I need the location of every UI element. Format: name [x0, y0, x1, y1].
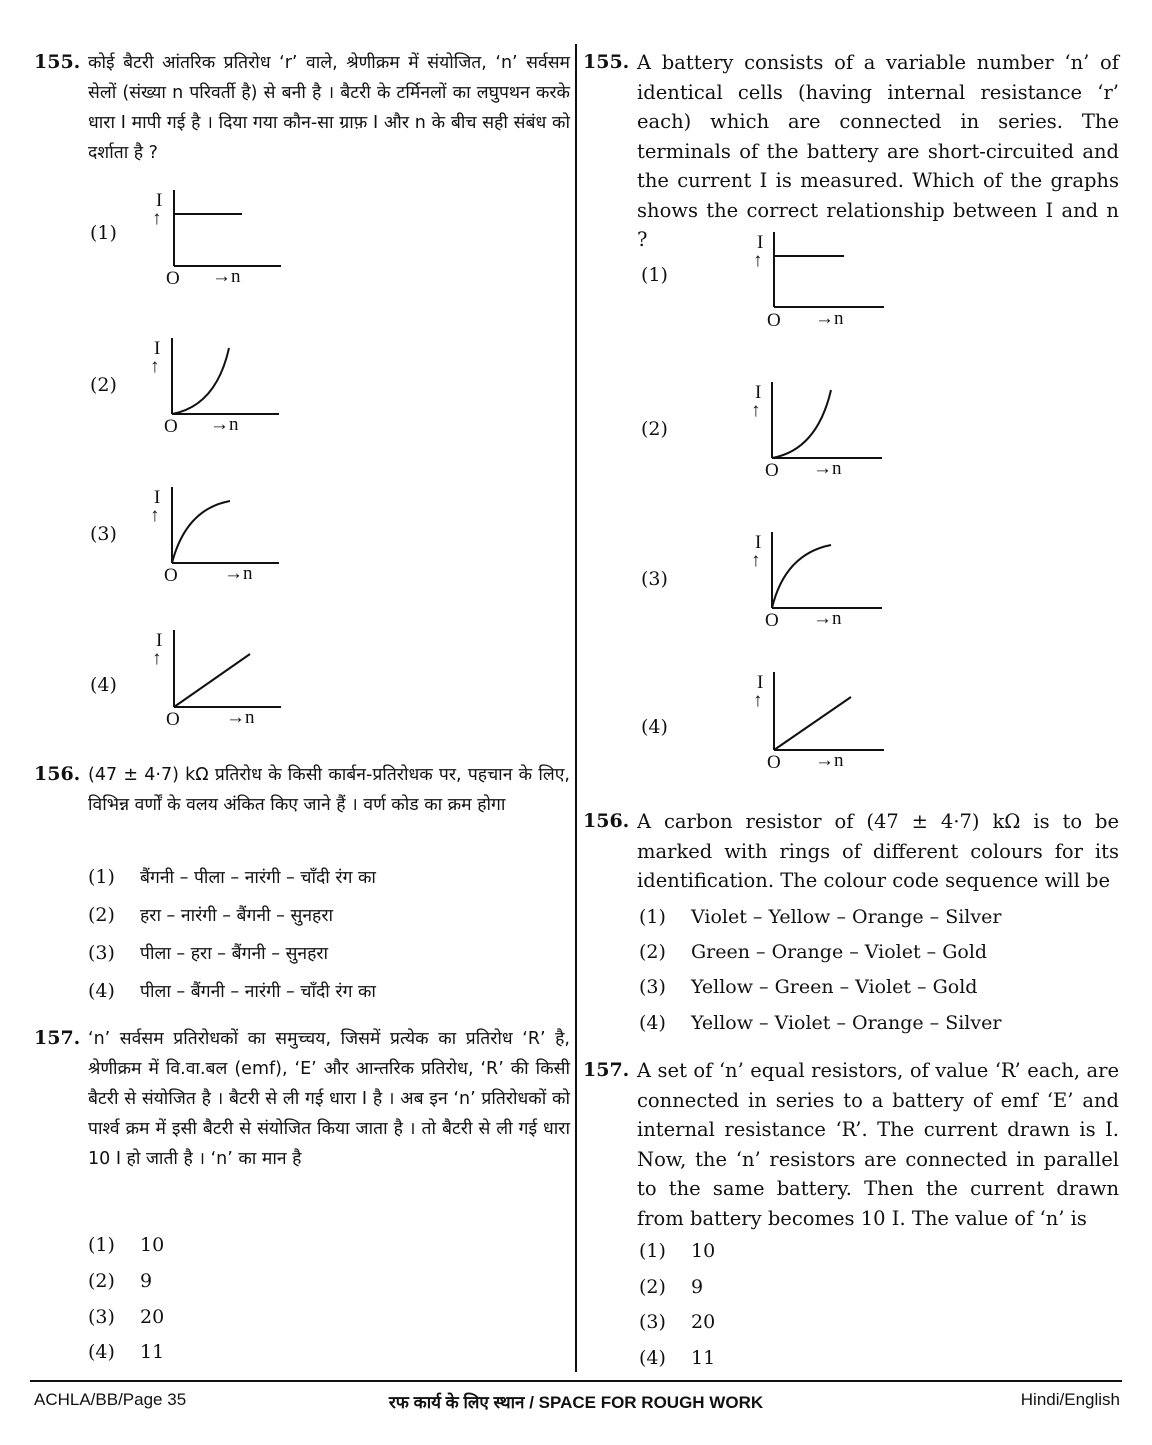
option-3 [88, 941, 328, 966]
question-text: A set of ‘n’ equal resistors, of value ‘R’ each, are connected in series to a battery of emf ‘E’ and internal resistance ‘R’. The current drawn is I. Now, the ‘n’ resistors are connected in parallel to the same battery. Then the current drawn from battery becomes 10 I. The value of ‘n’ is [637, 1059, 1119, 1230]
option-number: (2) [639, 941, 666, 963]
option-text: हरा – नारंगी – बैंगनी – सुनहरा [140, 906, 334, 926]
option-number: (1) [639, 906, 666, 928]
option-text: 11 [691, 1347, 716, 1369]
y-axis-label: I [156, 190, 163, 211]
option-3 [88, 1305, 164, 1329]
option-number: (1) [641, 264, 668, 286]
option-number: (2) [641, 418, 668, 440]
option-3 [639, 1310, 715, 1334]
question-156-english [583, 807, 1119, 896]
y-arrow-icon: ↑ [150, 356, 160, 377]
origin-label: O [166, 268, 180, 289]
question-155-english [583, 48, 1119, 255]
option-number: (3) [90, 523, 117, 545]
question-number: 155. [34, 51, 81, 73]
option-text: पीला – बैंगनी – नारंगी – चाँदी रंग का [140, 982, 376, 1002]
option-3 [639, 975, 977, 999]
question-number: 155. [583, 51, 630, 73]
option-1 [88, 1233, 164, 1257]
graph-linear [88, 630, 348, 740]
question-157-english [583, 1056, 1119, 1233]
x-axis-label: →n [813, 458, 842, 479]
option-text: Yellow – Violet – Orange – Silver [691, 1012, 1002, 1034]
question-text: A carbon resistor of (47 ± 4·7) kΩ is to be marked with rings of different colours for its identification. The colour code sequence will be [637, 810, 1119, 892]
y-axis-label: I [755, 532, 762, 553]
option-text: बैंगनी – पीला – नारंगी – चाँदी रंग का [140, 868, 376, 888]
option-2 [88, 1269, 152, 1293]
option-4 [639, 1346, 715, 1370]
option-number: (2) [639, 1276, 666, 1298]
option-number: (4) [641, 716, 668, 738]
option-text: 10 [140, 1234, 165, 1256]
graph-option-4 [88, 630, 348, 740]
question-text: ‘n’ सर्वसम प्रतिरोधकों का समुच्चय, जिसमें प्रत्येक का प्रतिरोध ‘R’ है, श्रेणीक्रम में वि.वा.बल (emf), ‘E’ और आन्तरिक प्रतिरोध, ‘R’ की किसी बैटरी से संयोजित है । बैटरी से ली गई धारा I है । अब इन ‘n’ प्रतिरोधकों को पार्श्व क्रम में इसी बैटरी से संयोजित किया जाता है । तो बैटरी से ली गई धारा 10 I हो जाती है । ‘n’ का मान है [88, 1029, 570, 1169]
graph-option-1 [637, 232, 897, 342]
y-arrow-icon: ↑ [751, 550, 761, 571]
option-number: (1) [639, 1240, 666, 1262]
question-text: कोई बैटरी आंतरिक प्रतिरोध ‘r’ वाले, श्रेणीक्रम में संयोजित, ‘n’ सर्वसम सेलों (संख्या n परिवर्ती है) से बनी है । बैटरी के टर्मिनलों का लघुपथन करके धारा I मापी गई है । दिया गया कौन-सा ग्राफ़ I और n के बीच सही संबंध को दर्शाता है ? [88, 53, 570, 163]
graph-option-4 [637, 672, 897, 782]
y-arrow-icon: ↑ [150, 505, 160, 526]
x-axis-label: →n [815, 750, 844, 771]
option-4 [88, 1340, 164, 1364]
option-1 [639, 1239, 715, 1263]
page-number: ACHLA/BB/Page 35 [34, 1390, 187, 1409]
option-text: 9 [140, 1270, 153, 1292]
option-text: 20 [691, 1311, 716, 1333]
option-text: 11 [140, 1341, 165, 1363]
y-arrow-icon: ↑ [753, 250, 763, 271]
option-number: (4) [88, 1341, 115, 1363]
option-4 [88, 979, 376, 1004]
origin-label: O [767, 310, 781, 331]
option-text: Violet – Yellow – Orange – Silver [691, 906, 1002, 928]
y-axis-label: I [154, 338, 161, 359]
footer-divider [30, 1380, 1122, 1382]
option-text: पीला – हरा – बैंगनी – सुनहरा [140, 944, 329, 964]
origin-label: O [765, 610, 779, 631]
question-155-hindi [34, 48, 570, 168]
x-axis-label: →n [224, 563, 253, 584]
rough-work-label: रफ कार्य के लिए स्थान / SPACE FOR ROUGH WORK [388, 1393, 764, 1412]
option-number: (3) [639, 1311, 666, 1333]
origin-label: O [765, 460, 779, 481]
y-arrow-icon: ↑ [152, 648, 162, 669]
graph-option-3 [637, 532, 897, 642]
option-number: (2) [90, 374, 117, 396]
origin-label: O [767, 752, 781, 773]
option-text: Yellow – Green – Violet – Gold [691, 976, 978, 998]
y-axis-label: I [156, 630, 163, 651]
option-number: (4) [639, 1347, 666, 1369]
y-axis-label: I [755, 382, 762, 403]
x-axis-label: →n [815, 308, 844, 329]
question-number: 157. [34, 1027, 81, 1049]
option-1 [639, 905, 1001, 929]
y-axis-label: I [154, 487, 161, 508]
option-2 [639, 1275, 703, 1299]
y-arrow-icon: ↑ [751, 400, 761, 421]
question-text: A battery consists of a variable number ‘n’ of identical cells (having internal resistance ‘r’ each) which are connected in series. The terminals of the battery are short-circuited and the current I is measured. Which of the graphs shows the correct relationship between I and n ? [637, 51, 1119, 251]
option-2 [639, 940, 987, 964]
x-axis-label: →n [813, 608, 842, 629]
option-4 [639, 1011, 1001, 1035]
option-1 [88, 865, 376, 890]
y-arrow-icon: ↑ [753, 690, 763, 711]
option-number: (3) [88, 1306, 115, 1328]
question-157-hindi [34, 1024, 570, 1174]
question-number: 157. [583, 1059, 630, 1081]
option-text: 20 [140, 1306, 165, 1328]
x-axis-label: →n [210, 414, 239, 435]
graph-option-2 [88, 338, 348, 448]
origin-label: O [166, 709, 180, 730]
option-number: (2) [88, 1270, 115, 1292]
option-number: (1) [90, 222, 117, 244]
question-number: 156. [583, 810, 630, 832]
option-number: (4) [639, 1012, 666, 1034]
language-label: Hindi/English [1020, 1390, 1120, 1409]
graph-option-1 [88, 190, 348, 300]
option-number: (3) [639, 976, 666, 998]
y-axis-label: I [757, 232, 764, 253]
x-axis-label: →n [226, 707, 255, 728]
graph-option-2 [637, 382, 897, 492]
option-number: (3) [88, 942, 115, 964]
option-number: (1) [88, 1234, 115, 1256]
option-text: 10 [691, 1240, 716, 1262]
origin-label: O [164, 416, 178, 437]
x-axis-label: →n [212, 266, 241, 287]
column-divider [575, 44, 577, 1372]
origin-label: O [164, 565, 178, 586]
option-number: (4) [88, 980, 115, 1002]
question-text: (47 ± 4·7) kΩ प्रतिरोध के किसी कार्बन-प्रतिरोधक पर, पहचान के लिए, विभिन्न वर्णों के वलय अंकित किए जाने हैं । वर्ण कोड का क्रम होगा [88, 765, 570, 815]
option-text: 9 [691, 1276, 704, 1298]
option-number: (4) [90, 674, 117, 696]
option-2 [88, 903, 333, 928]
option-text: Green – Orange – Violet – Gold [691, 941, 988, 963]
graph-increasing-concave [88, 487, 348, 597]
y-arrow-icon: ↑ [152, 208, 162, 229]
question-156-hindi [34, 760, 570, 820]
question-number: 156. [34, 763, 81, 785]
option-number: (1) [88, 866, 115, 888]
option-number: (3) [641, 568, 668, 590]
graph-option-3 [88, 487, 348, 597]
y-axis-label: I [757, 672, 764, 693]
option-number: (2) [88, 904, 115, 926]
